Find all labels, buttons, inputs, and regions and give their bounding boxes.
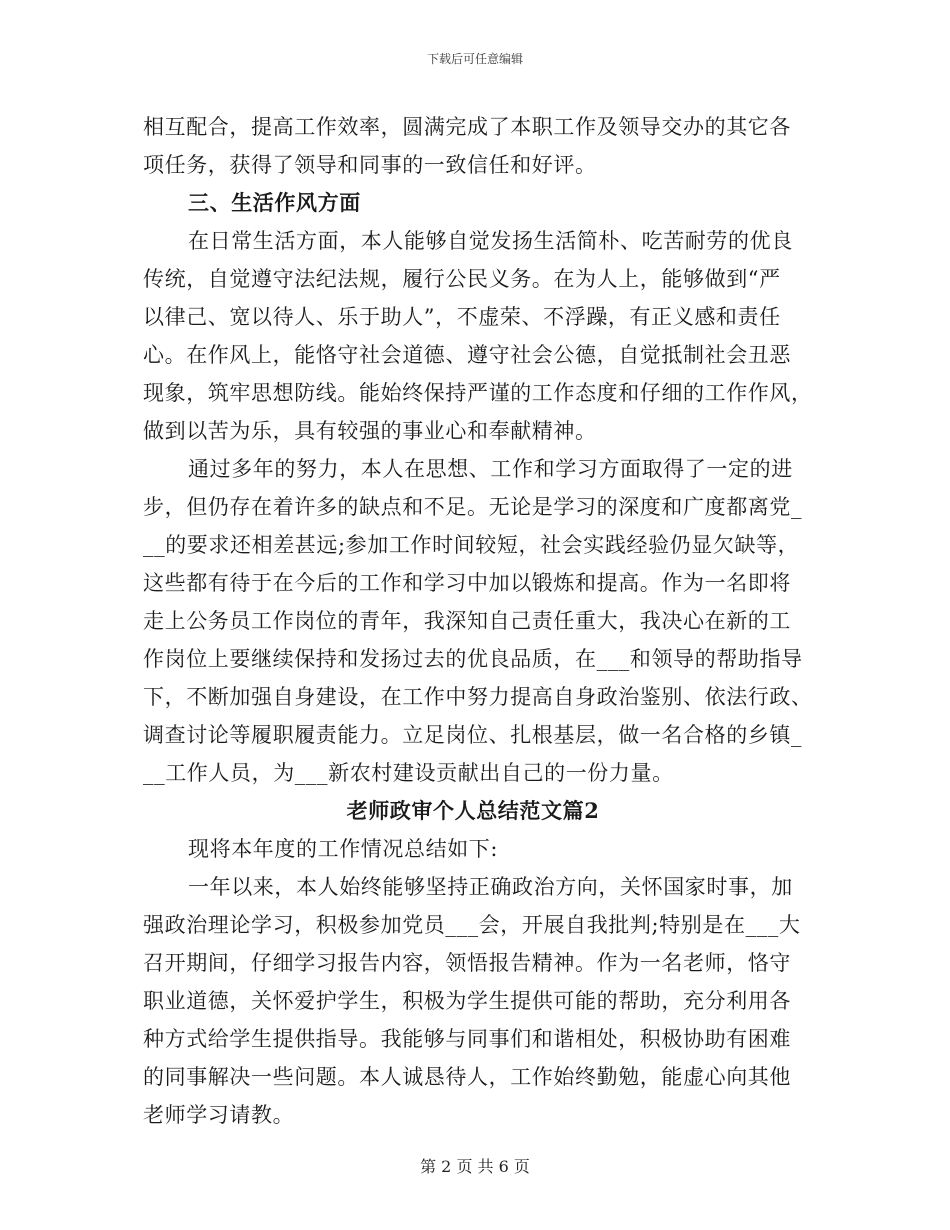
article-title: 老师政审个人总结范文篇2 bbox=[346, 798, 600, 823]
text-line: 下，不断加强自身建设，在工作中努力提高自身政治鉴别、依法行政、 bbox=[143, 685, 813, 709]
section-heading: 三、生活作风方面 bbox=[188, 190, 361, 215]
text-line: 调查讨论等履职履责能力。立足岗位、扎根基层，做一名合格的乡镇_ bbox=[143, 723, 803, 747]
text-line: 召开期间，仔细学习报告内容，领悟报告精神。作为一名老师，恪守 bbox=[143, 951, 791, 975]
text-line: __的要求还相差甚远;参加工作时间较短，社会实践经验仍显欠缺等， bbox=[143, 533, 800, 557]
text-line: 这些都有待于在今后的工作和学习中加以锻炼和提高。作为一名即将 bbox=[143, 571, 791, 595]
page-header-note: 下载后可任意编辑 bbox=[426, 52, 523, 66]
paragraph-first-line: 一年以来，本人始终能够坚持正确政治方向，关怀国家时事，加 bbox=[188, 875, 793, 899]
text-line: 走上公务员工作岗位的青年，我深知自己责任重大，我决心在新的工 bbox=[143, 609, 791, 633]
text-line: 职业道德，关怀爱护学生，积极为学生提供可能的帮助，充分利用各 bbox=[143, 989, 791, 1013]
page-number: 第 2 页 共 6 页 bbox=[420, 1157, 530, 1176]
text-line: 种方式给学生提供指导。我能够与同事们和谐相处，积极协助有困难 bbox=[143, 1027, 791, 1051]
text-line: 传统，自觉遵守法纪法规，履行公民义务。在为人上，能够做到“严 bbox=[143, 267, 781, 291]
text-line: 相互配合，提高工作效率，圆满完成了本职工作及领导交办的其它各 bbox=[143, 115, 791, 139]
paragraph-first-line: 通过多年的努力，本人在思想、工作和学习方面取得了一定的进 bbox=[188, 457, 793, 481]
text-line: 现象，筑牢思想防线。能始终保持严谨的工作态度和仔细的工作作风， bbox=[143, 381, 813, 405]
text-line: __工作人员，为___新农村建设贡献出自己的一份力量。 bbox=[143, 761, 674, 785]
text-line: 心。在作风上，能恪守社会道德、遵守社会公德，自觉抵制社会丑恶 bbox=[143, 343, 791, 367]
text-line: 强政治理论学习，积极参加党员___会，开展自我批判;特别是在___大 bbox=[143, 913, 801, 937]
paragraph-first-line: 现将本年度的工作情况总结如下: bbox=[188, 837, 499, 861]
text-line: 项任务，获得了领导和同事的一致信任和好评。 bbox=[143, 153, 597, 177]
text-line: 步，但仍存在着许多的缺点和不足。无论是学习的深度和广度都离党_ bbox=[143, 495, 803, 519]
text-line: 老师学习请教。 bbox=[143, 1103, 295, 1127]
text-line: 的同事解决一些问题。本人诚恳待人，工作始终勤勉，能虚心向其他 bbox=[143, 1065, 791, 1089]
text-line: 以律己、宽以待人、乐于助人”，不虚荣、不浮躁，有正义感和责任 bbox=[143, 305, 781, 329]
paragraph-first-line: 在日常生活方面，本人能够自觉发扬生活简朴、吃苦耐劳的优良 bbox=[188, 229, 793, 253]
text-line: 作岗位上要继续保持和发扬过去的优良品质，在___和领导的帮助指导 bbox=[143, 647, 803, 671]
text-line: 做到以苦为乐，具有较强的事业心和奉献精神。 bbox=[143, 419, 597, 443]
document-body bbox=[143, 108, 813, 1134]
